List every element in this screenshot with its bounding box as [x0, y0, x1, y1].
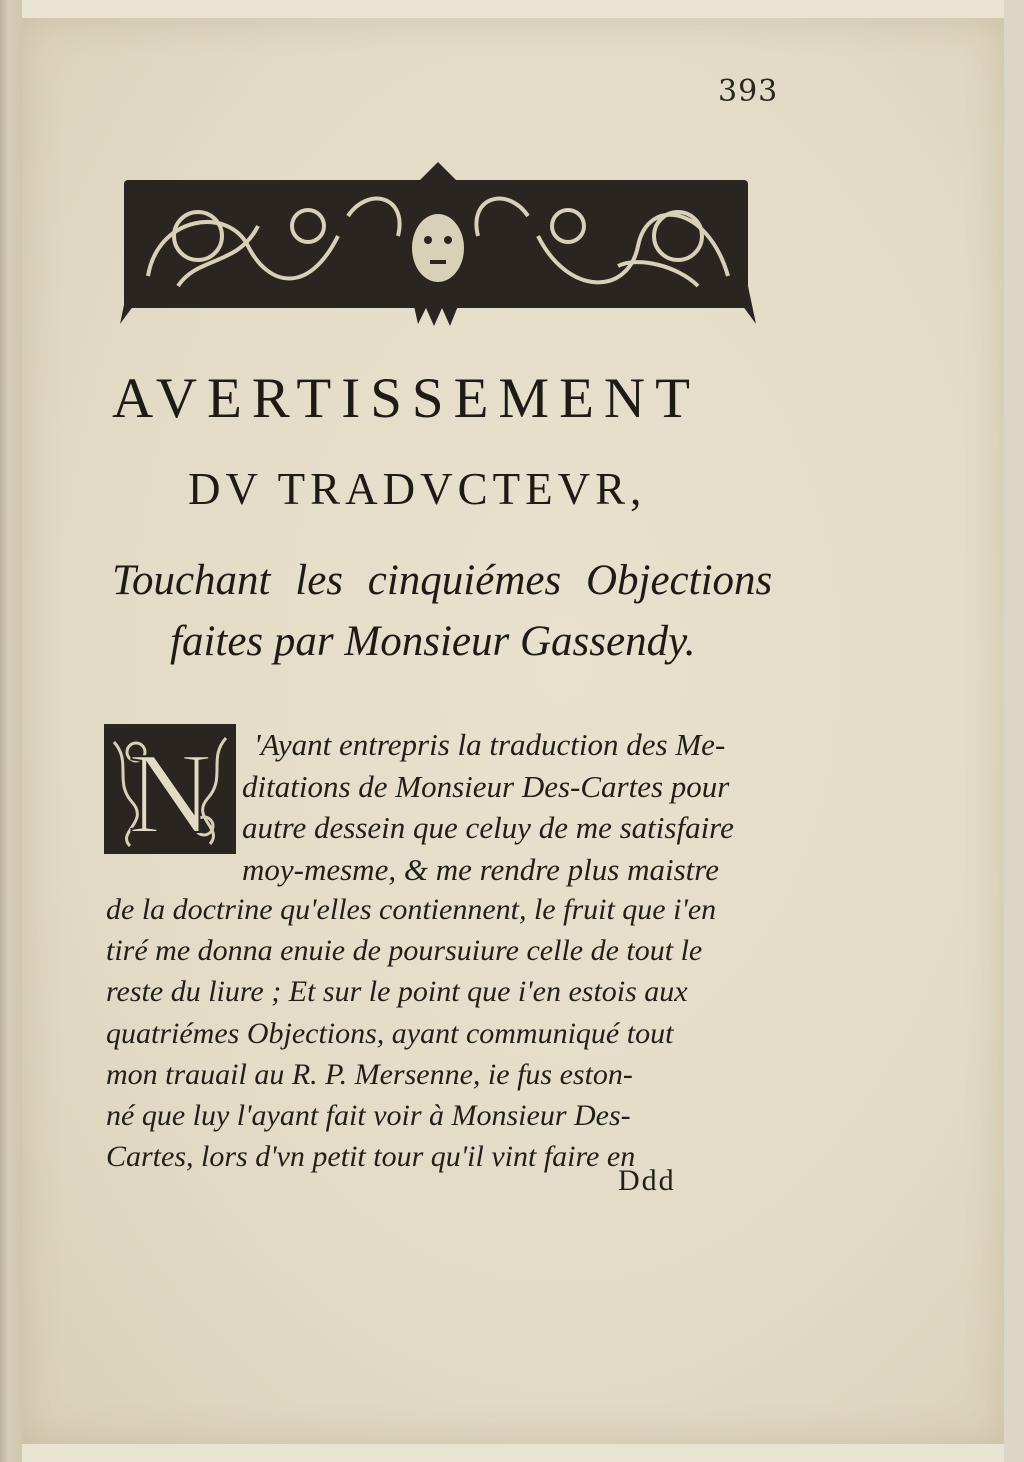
body-line-2: ditations de Monsieur Des-Cartes pour	[242, 769, 730, 804]
subject-line-2: faites par Monsieur Gassendy.	[170, 618, 696, 665]
ornamental-headpiece	[118, 156, 758, 328]
body-line-7: reste du liure ; Et sur le point que i'en estois aux	[106, 975, 688, 1008]
facing-page-edge	[0, 0, 22, 1462]
body-line-11: Cartes, lors d'vn petit tour qu'il vint faire en	[106, 1140, 636, 1173]
subtitle: DV TRADVCTEVR,	[188, 464, 647, 514]
decorated-initial	[102, 722, 238, 856]
subject-line-1: Touchant les cinquiémes Objections	[112, 557, 773, 604]
page-number: 393	[718, 74, 779, 109]
body-line-4: moy-mesme, & me rendre plus maistre	[242, 852, 719, 887]
body-line-9: mon trauail au R. P. Mersenne, ie fus eston-	[106, 1058, 633, 1091]
body-line-3: autre dessein que celuy de me satisfaire	[242, 810, 734, 845]
body-line-10: né que luy l'ayant fait voir à Monsieur Des-	[106, 1099, 631, 1132]
scan-background-edge	[1004, 0, 1024, 1462]
body-line-8: quatriémes Objections, ayant communiqué tout	[106, 1017, 674, 1050]
title: AVERTISSEMENT	[112, 367, 700, 430]
body-line-5: de la doctrine qu'elles contiennent, le fruit que i'en	[106, 893, 717, 926]
catchword: Ddd	[618, 1164, 676, 1197]
body-line-1: 'Ayant entrepris la traduction des Me-	[254, 727, 726, 762]
drop-cap-letter: N	[128, 730, 212, 856]
body-line-6: tiré me donna enuie de poursuiure celle de tout le	[106, 934, 703, 967]
